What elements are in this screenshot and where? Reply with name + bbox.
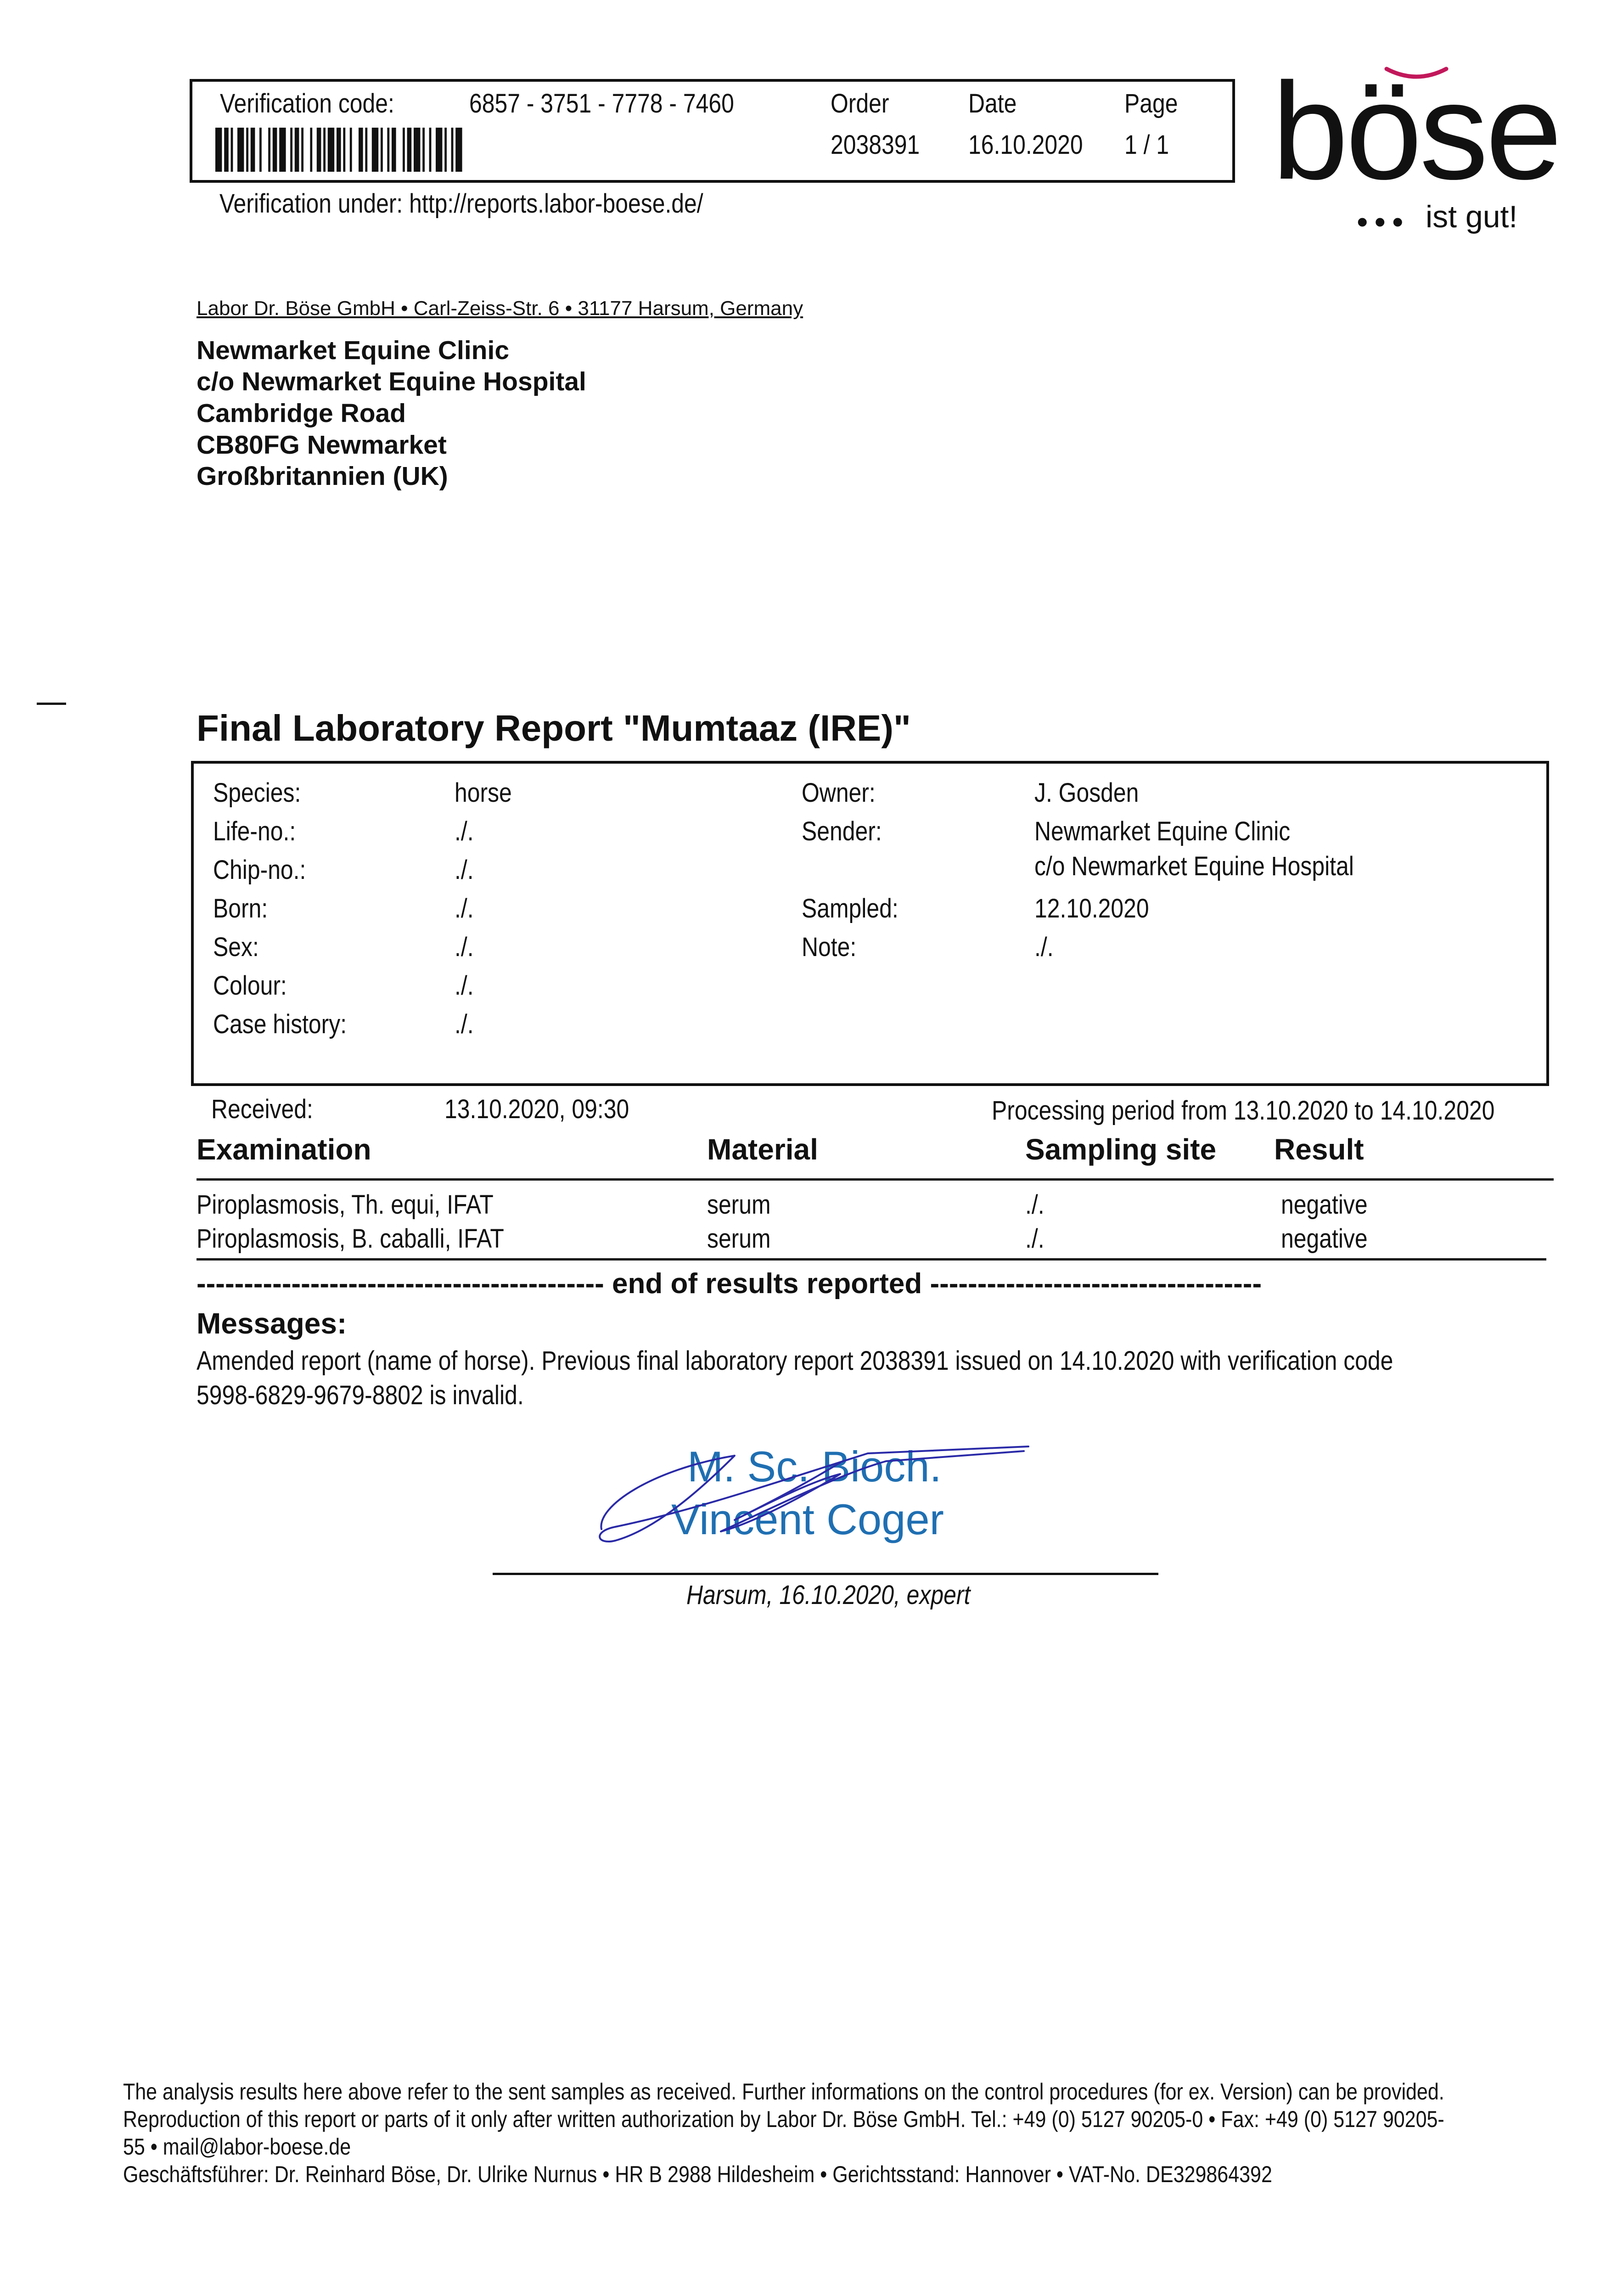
row-2-material: serum [707, 1224, 771, 1254]
barcode-bar [231, 128, 233, 172]
recipient-line-1: Newmarket Equine Clinic [197, 336, 510, 365]
report-title: Final Laboratory Report "Mumtaaz (IRE)" [197, 708, 911, 748]
owner-value: J. Gosden [1034, 778, 1139, 808]
sampled-label: Sampled: [802, 894, 899, 923]
received-value: 13.10.2020, 09:30 [444, 1094, 629, 1124]
logo-dots: ••• [1357, 204, 1410, 240]
barcode-bar [273, 128, 277, 172]
barcode-bar [444, 128, 447, 172]
sender-return-address: Labor Dr. Böse GmbH • Carl-Zeiss-Str. 6 • 31177 Harsum, Germany [197, 297, 803, 320]
recipient-line-3: Cambridge Road [197, 399, 406, 428]
case-history-value: ./. [455, 1009, 474, 1039]
logo-wordmark: böse [1272, 54, 1560, 208]
barcode-bar [310, 128, 312, 172]
barcode-bar [295, 128, 299, 172]
recipient-line-2: c/o Newmarket Equine Hospital [197, 367, 586, 396]
recipient-line-5: Großbritannien (UK) [197, 461, 448, 491]
owner-label: Owner: [802, 778, 876, 808]
species-label: Species: [213, 778, 301, 808]
note-label: Note: [802, 932, 857, 962]
page-label: Page [1124, 89, 1178, 118]
footer-line-4: Geschäftsführer: Dr. Reinhard Böse, Dr. Ulrike Nurnus • HR B 2988 Hildesheim • Gerichtsstand: Hannover • VAT-No. DE329864392 [123, 2161, 1272, 2187]
row-2-examination: Piroplasmosis, B. caballi, IFAT [197, 1224, 504, 1254]
barcode-bar [279, 128, 286, 172]
row-1-sampling-site: ./. [1025, 1190, 1045, 1220]
chip-no-label: Chip-no.: [213, 855, 306, 885]
barcode-bar [290, 128, 292, 172]
barcode-bar [323, 128, 326, 172]
order-value: 2038391 [831, 130, 920, 160]
barcode-bar [237, 128, 244, 172]
verification-label: Verification code: [220, 89, 394, 118]
barcode-bar [350, 128, 352, 172]
life-no-value: ./. [455, 816, 474, 846]
barcode-bar [436, 128, 442, 172]
row-1-material: serum [707, 1190, 771, 1220]
barcode-bar [387, 128, 389, 172]
barcode-bar [422, 128, 425, 172]
col-sampling-site-header: Sampling site [1025, 1133, 1217, 1166]
footer-line-2: Reproduction of this report or parts of it only after written authorization by Labor Dr. Böse GmbH. Tel.: +49 (0) 5127 90205-0 • Fax: +49 (0) 5127 90205- [123, 2106, 1444, 2132]
footer-line-1: The analysis results here above refer to the sent samples as received. Further informations on the control procedures (for ex. Version) can be provided. [123, 2079, 1444, 2105]
row-2-result: negative [1281, 1224, 1368, 1254]
sex-label: Sex: [213, 932, 259, 962]
end-of-results-line: ------------------------------------------- end of results reported ----------------------------------- [197, 1268, 1262, 1300]
col-result-header: Result [1274, 1133, 1364, 1166]
messages-line-1: Amended report (name of horse). Previous final laboratory report 2038391 issued on 14.10.2020 with verification code [197, 1346, 1393, 1376]
barcode-bar [365, 128, 367, 172]
processing-period: Processing period from 13.10.2020 to 14.10.2020 [992, 1096, 1495, 1125]
row-1-result: negative [1281, 1190, 1368, 1220]
signature-stamp-line-2: Vincent Coger [671, 1495, 944, 1543]
table-header-rule [197, 1178, 1554, 1181]
barcode-bar [268, 128, 270, 172]
barcode-bar [407, 128, 412, 172]
verification-box [190, 79, 1235, 183]
life-no-label: Life-no.: [213, 816, 296, 846]
barcode [215, 128, 560, 172]
barcode-bar [359, 128, 363, 172]
verification-url: Verification under: http://reports.labor-boese.de/ [219, 189, 703, 219]
barcode-bar [337, 128, 341, 172]
barcode-bar [403, 128, 405, 172]
barcode-bar [343, 128, 345, 172]
fold-mark [37, 703, 66, 705]
case-history-label: Case history: [213, 1009, 347, 1039]
colour-value: ./. [455, 971, 474, 1001]
barcode-bar [372, 128, 378, 172]
species-value: horse [455, 778, 512, 808]
sender-label: Sender: [802, 816, 882, 846]
barcode-bar [224, 128, 229, 172]
messages-title: Messages: [197, 1307, 347, 1340]
colour-label: Colour: [213, 971, 287, 1001]
signature-stamp-line-1: M. Sc. Bioch. [687, 1442, 942, 1491]
col-material-header: Material [707, 1133, 818, 1166]
handwritten-signature [583, 1437, 1042, 1557]
verification-code: 6857 - 3751 - 7778 - 7460 [469, 89, 734, 118]
barcode-bar [392, 128, 396, 172]
barcode-bar [251, 128, 255, 172]
messages-line-2: 5998-6829-9679-8802 is invalid. [197, 1380, 524, 1410]
barcode-bar [246, 128, 248, 172]
chip-no-value: ./. [455, 855, 474, 885]
barcode-bar [328, 128, 334, 172]
table-bottom-rule [197, 1258, 1546, 1261]
date-label: Date [968, 89, 1017, 118]
barcode-bar [259, 128, 262, 172]
barcode-bar [301, 128, 303, 172]
row-1-examination: Piroplasmosis, Th. equi, IFAT [197, 1190, 494, 1220]
born-value: ./. [455, 894, 474, 923]
sampled-value: 12.10.2020 [1034, 894, 1149, 923]
footer [123, 2078, 1505, 2188]
barcode-bar [455, 128, 462, 172]
sender-value-1: Newmarket Equine Clinic [1034, 816, 1291, 846]
barcode-bar [215, 128, 222, 172]
note-value: ./. [1034, 932, 1054, 962]
barcode-bar [429, 128, 432, 172]
footer-line-3: 55 • mail@labor-boese.de [123, 2134, 351, 2160]
col-examination-header: Examination [197, 1133, 371, 1166]
sender-value-2: c/o Newmarket Equine Hospital [1034, 851, 1354, 881]
logo-slogan: ist gut! [1426, 199, 1518, 234]
barcode-bar [414, 128, 420, 172]
recipient-line-4: CB80FG Newmarket [197, 430, 447, 460]
born-label: Born: [213, 894, 268, 923]
order-label: Order [831, 89, 889, 118]
received-label: Received: [211, 1094, 313, 1124]
sex-value: ./. [455, 932, 474, 962]
date-value: 16.10.2020 [968, 130, 1083, 160]
barcode-bar [317, 128, 321, 172]
barcode-bar [451, 128, 454, 172]
signature-caption: Harsum, 16.10.2020, expert [686, 1580, 971, 1610]
signature-rule [493, 1573, 1158, 1575]
barcode-bar [381, 128, 383, 172]
row-2-sampling-site: ./. [1025, 1224, 1045, 1254]
animal-info-box [191, 761, 1549, 1086]
page-value: 1 / 1 [1124, 130, 1169, 160]
